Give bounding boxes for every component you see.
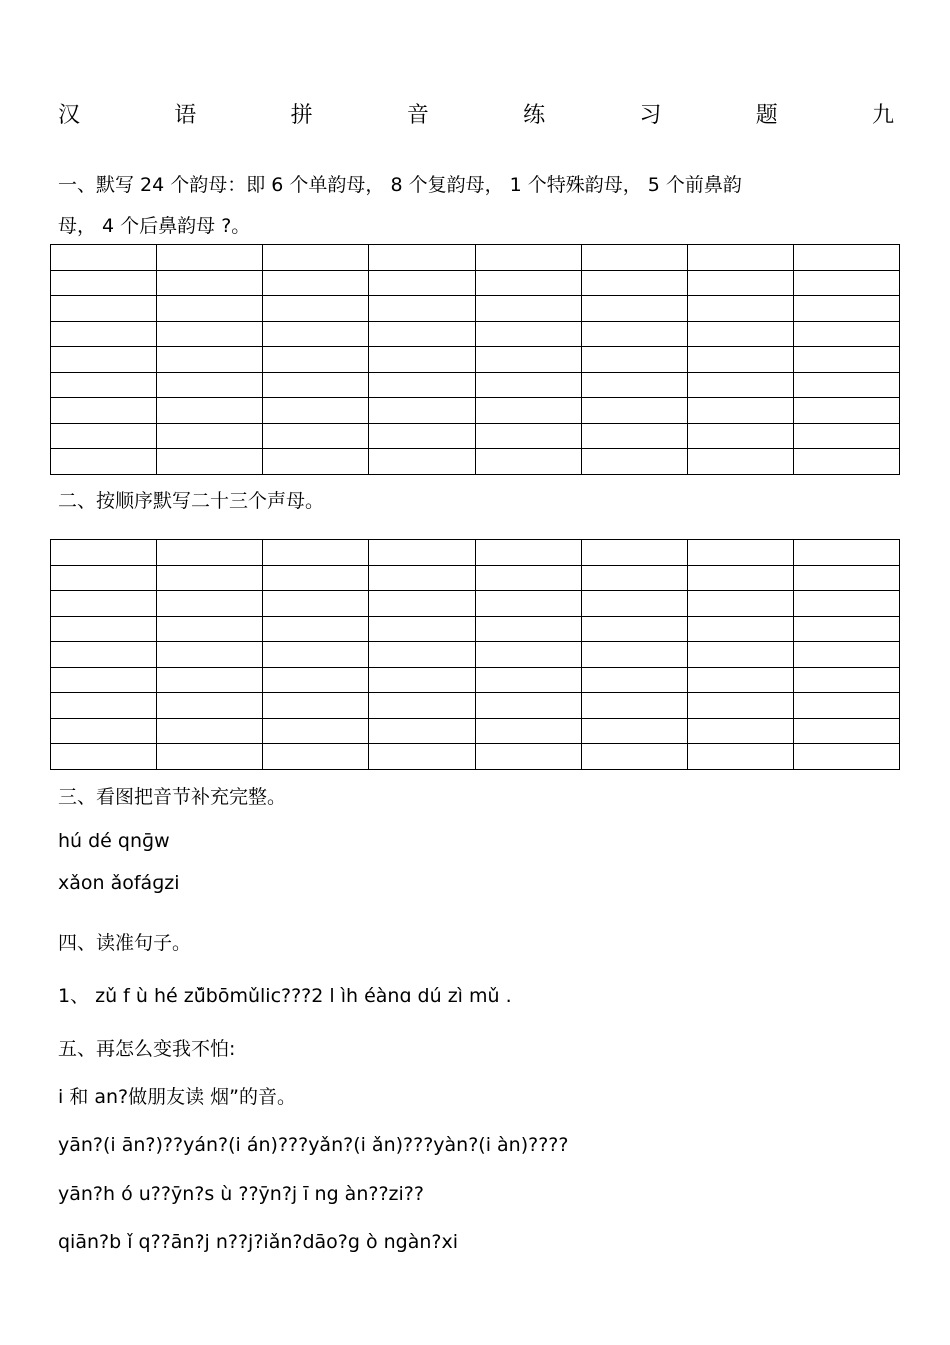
grid-cell[interactable] <box>263 321 369 347</box>
section5-line4: qiān?b ǐ q??ān?j n??j?iǎn?dāo?g ò ngàn?xi <box>58 1231 459 1253</box>
grid-cell[interactable] <box>51 591 157 617</box>
grid-row <box>51 321 900 347</box>
grid-cell[interactable] <box>51 245 157 271</box>
grid-cell[interactable] <box>263 449 369 475</box>
grid-cell[interactable] <box>687 693 793 719</box>
title-char: 语 <box>174 103 197 128</box>
grid-cell[interactable] <box>793 296 899 322</box>
grid-cell[interactable] <box>263 398 369 424</box>
finals-writing-grid <box>50 244 900 475</box>
initials-writing-grid <box>50 539 900 770</box>
grid-row <box>51 398 900 424</box>
grid-cell[interactable] <box>263 591 369 617</box>
grid-cell[interactable] <box>157 321 263 347</box>
grid-cell[interactable] <box>263 347 369 373</box>
title-char: 九 <box>871 103 894 128</box>
grid-cell[interactable] <box>581 296 687 322</box>
grid-row <box>51 270 900 296</box>
grid-cell[interactable] <box>157 565 263 591</box>
grid-cell[interactable] <box>475 540 581 566</box>
grid-cell[interactable] <box>51 642 157 668</box>
grid-cell[interactable] <box>581 540 687 566</box>
grid-cell[interactable] <box>369 245 475 271</box>
grid-cell[interactable] <box>687 616 793 642</box>
grid-cell[interactable] <box>475 270 581 296</box>
grid-cell[interactable] <box>793 693 899 719</box>
section1-instruction-line2: 母， 4 个后鼻韵母 ?。 <box>58 215 251 237</box>
grid-cell[interactable] <box>263 372 369 398</box>
title-char: 拼 <box>290 103 313 128</box>
grid-cell[interactable] <box>475 449 581 475</box>
grid-cell[interactable] <box>369 372 475 398</box>
title-char: 汉 <box>58 103 81 128</box>
grid-cell[interactable] <box>51 347 157 373</box>
grid-cell[interactable] <box>263 616 369 642</box>
grid-cell[interactable] <box>581 565 687 591</box>
grid-row <box>51 296 900 322</box>
grid-cell[interactable] <box>51 398 157 424</box>
grid-cell[interactable] <box>581 398 687 424</box>
section4-sentence: 1、 zǔ f ù hé zǔ̃bōmǔlic???2 l ìh éànɑ dú zì mǔ . <box>58 985 512 1007</box>
grid-cell[interactable] <box>687 347 793 373</box>
grid-cell[interactable] <box>687 540 793 566</box>
grid-cell[interactable] <box>687 372 793 398</box>
grid-cell[interactable] <box>687 245 793 271</box>
grid-row <box>51 718 900 744</box>
grid-row <box>51 372 900 398</box>
grid-cell[interactable] <box>475 347 581 373</box>
grid-cell[interactable] <box>475 245 581 271</box>
grid-cell[interactable] <box>51 616 157 642</box>
grid-cell[interactable] <box>369 693 475 719</box>
grid-cell[interactable] <box>157 372 263 398</box>
grid-cell[interactable] <box>581 245 687 271</box>
title-char: 音 <box>406 103 429 128</box>
page-title <box>58 101 894 131</box>
grid-cell[interactable] <box>369 591 475 617</box>
grid-cell[interactable] <box>157 296 263 322</box>
grid-cell[interactable] <box>157 347 263 373</box>
grid-cell[interactable] <box>475 398 581 424</box>
section5-line1: i 和 an?做朋友读 烟”的音。 <box>58 1086 297 1108</box>
section3-syllables-line2: xǎon ǎofáɡzi <box>58 872 180 894</box>
grid-cell[interactable] <box>475 423 581 449</box>
grid-cell[interactable] <box>687 744 793 770</box>
grid-cell[interactable] <box>793 591 899 617</box>
grid-cell[interactable] <box>263 296 369 322</box>
grid-cell[interactable] <box>51 693 157 719</box>
grid-cell[interactable] <box>687 565 793 591</box>
grid-cell[interactable] <box>687 423 793 449</box>
grid-cell[interactable] <box>157 616 263 642</box>
grid-cell[interactable] <box>263 423 369 449</box>
grid-cell[interactable] <box>687 321 793 347</box>
grid-cell[interactable] <box>157 667 263 693</box>
grid-cell[interactable] <box>369 540 475 566</box>
grid-cell[interactable] <box>793 540 899 566</box>
grid-cell[interactable] <box>687 398 793 424</box>
section5-line3: yān?h ó u??ȳn?s ù ??ȳn?j ī ng àn??zi?? <box>58 1183 424 1205</box>
section1-instruction-line1: 一、默写 24 个韵母：即 6 个单韵母， 8 个复韵母， 1 个特殊韵母， 5 个前鼻韵 <box>58 174 742 196</box>
grid-cell[interactable] <box>475 321 581 347</box>
grid-cell[interactable] <box>687 270 793 296</box>
grid-row <box>51 565 900 591</box>
grid-cell[interactable] <box>263 693 369 719</box>
grid-row <box>51 540 900 566</box>
section3-heading: 三、看图把音节补充完整。 <box>58 786 287 808</box>
grid-cell[interactable] <box>369 270 475 296</box>
grid-cell[interactable] <box>475 372 581 398</box>
grid-cell[interactable] <box>51 321 157 347</box>
grid-cell[interactable] <box>687 591 793 617</box>
grid-cell[interactable] <box>263 667 369 693</box>
grid-cell[interactable] <box>369 642 475 668</box>
grid-cell[interactable] <box>51 718 157 744</box>
grid-cell[interactable] <box>687 296 793 322</box>
grid-cell[interactable] <box>157 591 263 617</box>
grid-cell[interactable] <box>793 372 899 398</box>
grid-cell[interactable] <box>581 616 687 642</box>
grid-row <box>51 667 900 693</box>
grid-cell[interactable] <box>51 449 157 475</box>
grid-cell[interactable] <box>369 744 475 770</box>
grid-cell[interactable] <box>581 591 687 617</box>
grid-cell[interactable] <box>263 642 369 668</box>
grid-cell[interactable] <box>793 449 899 475</box>
grid-cell[interactable] <box>51 744 157 770</box>
grid-cell[interactable] <box>263 718 369 744</box>
title-char: 题 <box>755 103 778 128</box>
grid-cell[interactable] <box>793 642 899 668</box>
grid-cell[interactable] <box>581 423 687 449</box>
grid-cell[interactable] <box>793 744 899 770</box>
grid-cell[interactable] <box>369 347 475 373</box>
grid-cell[interactable] <box>687 667 793 693</box>
grid-cell[interactable] <box>793 718 899 744</box>
grid-row <box>51 423 900 449</box>
section2-heading: 二、按顺序默写二十三个声母。 <box>58 490 325 512</box>
grid-cell[interactable] <box>369 667 475 693</box>
grid-cell[interactable] <box>263 270 369 296</box>
grid-row <box>51 245 900 271</box>
grid-cell[interactable] <box>687 449 793 475</box>
section4-heading: 四、读准句子。 <box>58 932 192 954</box>
grid-cell[interactable] <box>581 321 687 347</box>
grid-cell[interactable] <box>369 296 475 322</box>
grid-cell[interactable] <box>157 540 263 566</box>
section5-line2: yān?(i ān?)??yán?(i án)???yǎn?(i ǎn)???yàn?(i àn)???? <box>58 1134 569 1156</box>
grid-cell[interactable] <box>581 744 687 770</box>
grid-cell[interactable] <box>369 398 475 424</box>
title-char: 练 <box>523 103 546 128</box>
grid-cell[interactable] <box>157 270 263 296</box>
grid-cell[interactable] <box>51 565 157 591</box>
grid-row <box>51 616 900 642</box>
grid-cell[interactable] <box>369 718 475 744</box>
grid-cell[interactable] <box>793 423 899 449</box>
grid-cell[interactable] <box>581 642 687 668</box>
grid-cell[interactable] <box>475 591 581 617</box>
grid-cell[interactable] <box>51 372 157 398</box>
grid-cell[interactable] <box>51 270 157 296</box>
grid-row <box>51 693 900 719</box>
grid-cell[interactable] <box>475 642 581 668</box>
grid-cell[interactable] <box>581 667 687 693</box>
grid-cell[interactable] <box>475 693 581 719</box>
grid-cell[interactable] <box>793 565 899 591</box>
grid-cell[interactable] <box>369 423 475 449</box>
grid-cell[interactable] <box>263 245 369 271</box>
grid-cell[interactable] <box>263 744 369 770</box>
grid-cell[interactable] <box>581 270 687 296</box>
grid-cell[interactable] <box>51 667 157 693</box>
grid-cell[interactable] <box>51 296 157 322</box>
grid-cell[interactable] <box>475 744 581 770</box>
grid-cell[interactable] <box>581 372 687 398</box>
grid-cell[interactable] <box>157 744 263 770</box>
title-char: 习 <box>639 103 662 128</box>
section3-syllables-line1: hú dé qnɡ̄w <box>58 830 170 852</box>
grid-cell[interactable] <box>475 616 581 642</box>
section5-heading: 五、再怎么变我不怕: <box>58 1038 236 1060</box>
grid-cell[interactable] <box>263 565 369 591</box>
grid-cell[interactable] <box>157 398 263 424</box>
grid-cell[interactable] <box>793 347 899 373</box>
grid-cell[interactable] <box>369 321 475 347</box>
grid-cell[interactable] <box>369 565 475 591</box>
grid-cell[interactable] <box>793 245 899 271</box>
grid-cell[interactable] <box>793 270 899 296</box>
grid-cell[interactable] <box>51 540 157 566</box>
grid-cell[interactable] <box>793 616 899 642</box>
grid-cell[interactable] <box>157 718 263 744</box>
grid-cell[interactable] <box>157 423 263 449</box>
grid-cell[interactable] <box>793 398 899 424</box>
grid-cell[interactable] <box>475 718 581 744</box>
grid-row <box>51 591 900 617</box>
grid-cell[interactable] <box>157 693 263 719</box>
grid-row <box>51 744 900 770</box>
grid-cell[interactable] <box>687 642 793 668</box>
grid-cell[interactable] <box>475 296 581 322</box>
grid-cell[interactable] <box>581 718 687 744</box>
grid-cell[interactable] <box>475 667 581 693</box>
grid-row <box>51 347 900 373</box>
grid-cell[interactable] <box>263 540 369 566</box>
grid-row <box>51 642 900 668</box>
grid-row <box>51 449 900 475</box>
grid-cell[interactable] <box>157 642 263 668</box>
grid-cell[interactable] <box>581 347 687 373</box>
grid-cell[interactable] <box>581 449 687 475</box>
grid-cell[interactable] <box>793 667 899 693</box>
grid-cell[interactable] <box>369 449 475 475</box>
grid-cell[interactable] <box>475 565 581 591</box>
grid-cell[interactable] <box>157 449 263 475</box>
grid-cell[interactable] <box>369 616 475 642</box>
grid-cell[interactable] <box>51 423 157 449</box>
grid-cell[interactable] <box>581 693 687 719</box>
grid-cell[interactable] <box>687 718 793 744</box>
grid-cell[interactable] <box>157 245 263 271</box>
grid-cell[interactable] <box>793 321 899 347</box>
